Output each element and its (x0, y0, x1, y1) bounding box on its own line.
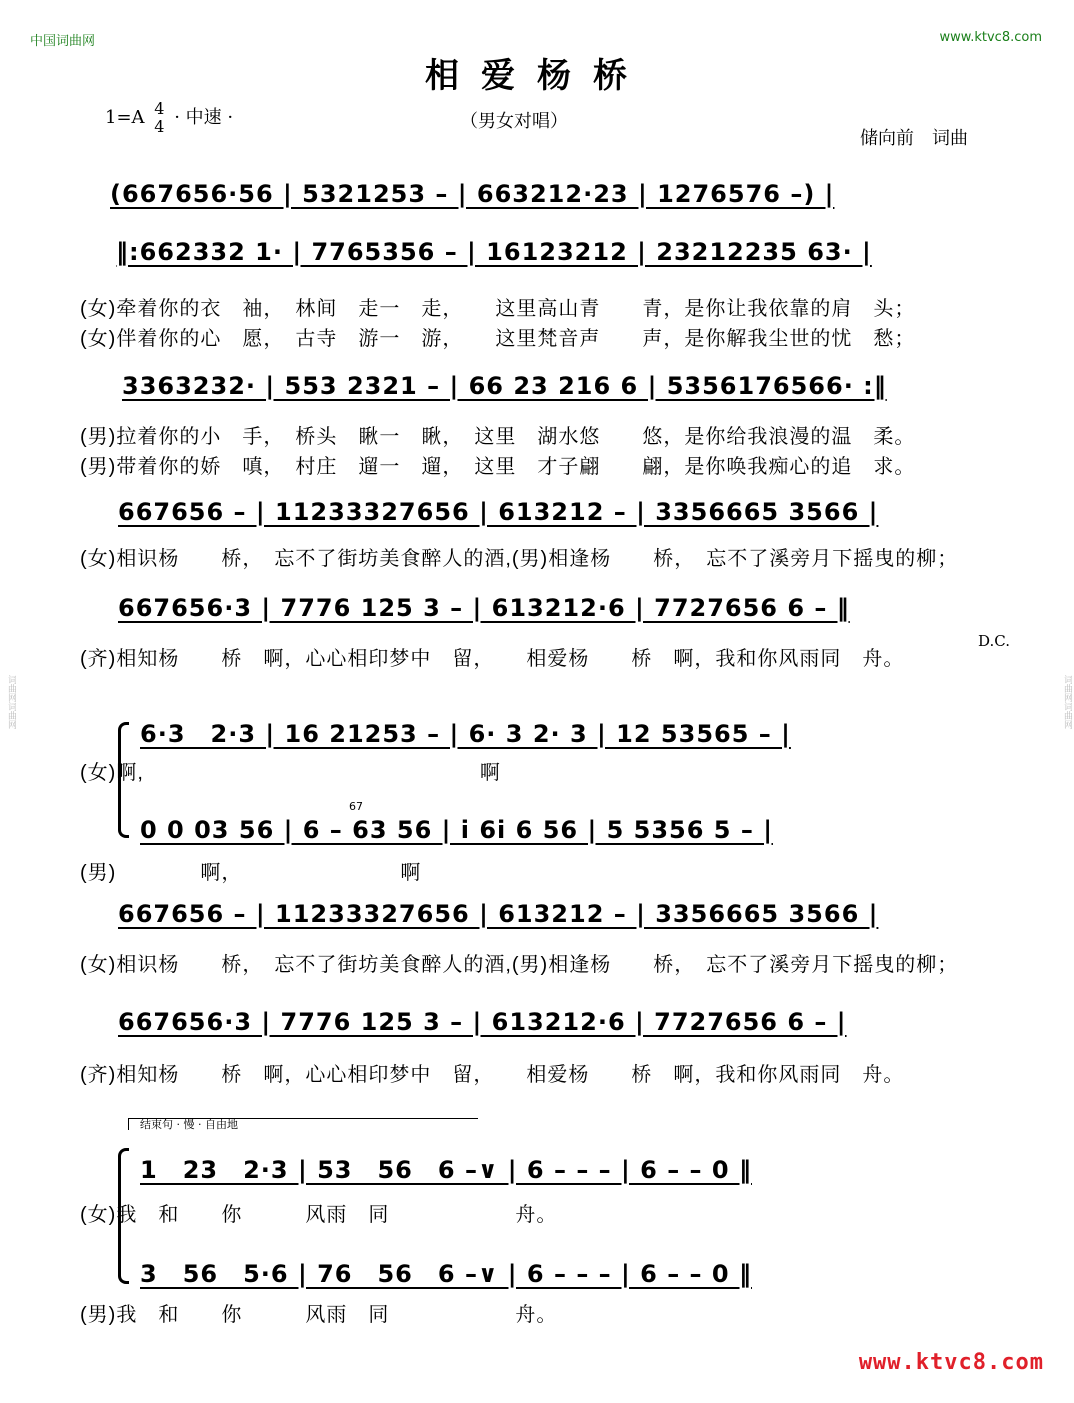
lyrics-line: (女)伴着你的心 愿， 古寺 游一 游， 这里梵音声 声，是你解我尘世的忧 愁； (80, 328, 916, 350)
ending-note: 结束句 · 慢 · 自由地 (140, 1118, 238, 1131)
notation-line: 6·3 2·3 | 16 21253 – | 6· 3 2· 3 | 12 53565 – | (140, 720, 791, 748)
song-title: 相爱杨桥 (425, 56, 649, 96)
watermark-left: 词曲网词曲网 (6, 674, 16, 729)
ending-bracket-tick (128, 1118, 129, 1130)
time-signature (154, 100, 164, 136)
notation-line: 3 56 5·6 | 76 56 6 –∨ | 6 – – – | 6 – – 0 ‖ (140, 1260, 752, 1288)
dc-marker: D.C. (978, 632, 1010, 650)
lyrics-line: (男)拉着你的小 手， 桥头 瞅一 瞅， 这里 湖水悠 悠，是你给我浪漫的温 柔。 (80, 426, 916, 448)
lyrics-line: (男)带着你的娇 嗔， 村庄 遛一 遛， 这里 才子翩 翩，是你唤我痴心的追 求。 (80, 456, 916, 478)
lyrics-line: (齐)相知杨 桥 啊，心心相印梦中 留， 相爱杨 桥 啊，我和你风雨同 舟。 (80, 1064, 905, 1086)
lyrics-line: (女)我 和 你 风雨 同 舟。 (80, 1204, 558, 1226)
time-bottom: 4 (154, 117, 165, 136)
notation-line: 667656·3 | 7776 125 3 – | 613212·6 | 7727656 6 – | (118, 1008, 847, 1036)
song-credits: 储向前 词曲 (860, 128, 968, 149)
lyrics-line: (女)相识杨 桥， 忘不了街坊美食醉人的酒,(男)相逢杨 桥， 忘不了溪旁月下摇曳的柳； (80, 954, 959, 976)
watermark-right: 词曲网词曲网 (1062, 674, 1072, 729)
duet-brace-1 (118, 722, 129, 838)
key-label: 1=A (105, 107, 145, 128)
site-name[interactable]: 中国词曲网 (30, 34, 96, 49)
duet-brace-2 (118, 1148, 129, 1284)
grace-note: 67 (349, 800, 363, 813)
time-top: 4 (154, 99, 165, 118)
site-url[interactable]: www.ktvc8.com (939, 30, 1042, 45)
footer-logo[interactable]: www.ktvc8.com (858, 1350, 1044, 1375)
notation-line: 667656·3 | 7776 125 3 – | 613212·6 | 7727656 6 – ‖ (118, 594, 850, 622)
notation-line: 1 23 2·3 | 53 56 6 –∨ | 6 – – – | 6 – – 0 ‖ (140, 1156, 752, 1184)
lyrics-line: (男)我 和 你 风雨 同 舟。 (80, 1304, 558, 1326)
lyrics-line: (男) 啊， 啊 (80, 862, 422, 884)
lyrics-line: (齐)相知杨 桥 啊，心心相印梦中 留， 相爱杨 桥 啊，我和你风雨同 舟。 (80, 648, 905, 670)
notation-line: 667656 – | 11233327656 | 613212 – | 3356665 3566 | (118, 900, 879, 928)
notation-line: 667656 – | 11233327656 | 613212 – | 3356665 3566 | (118, 498, 879, 526)
notation-line: 0 0 03 56 | 6 – 63 56 | i 6i 6 56 | 5 5356 5 – | (140, 816, 773, 844)
notation-line: ‖:662332 1· | 7765356 – | 16123212 | 23212235 63· | (116, 238, 872, 266)
song-subtitle: （男女对唱） (460, 111, 568, 132)
tempo-label: · 中速 · (174, 107, 234, 128)
notation-line: (667656·56 | 5321253 – | 663212·23 | 1276576 –) | (110, 180, 835, 208)
lyrics-line: (女)啊, 啊 (80, 762, 501, 784)
lyrics-line: (女)相识杨 桥， 忘不了街坊美食醉人的酒,(男)相逢杨 桥， 忘不了溪旁月下摇曳的柳； (80, 548, 959, 570)
lyrics-line: (女)牵着你的衣 袖， 林间 走一 走， 这里高山青 青，是你让我依靠的肩 头； (80, 298, 916, 320)
key-signature (105, 100, 233, 136)
notation-line: 3363232· | 553 2321 – | 66 23 216 6 | 5356176566· :‖ (122, 372, 887, 400)
